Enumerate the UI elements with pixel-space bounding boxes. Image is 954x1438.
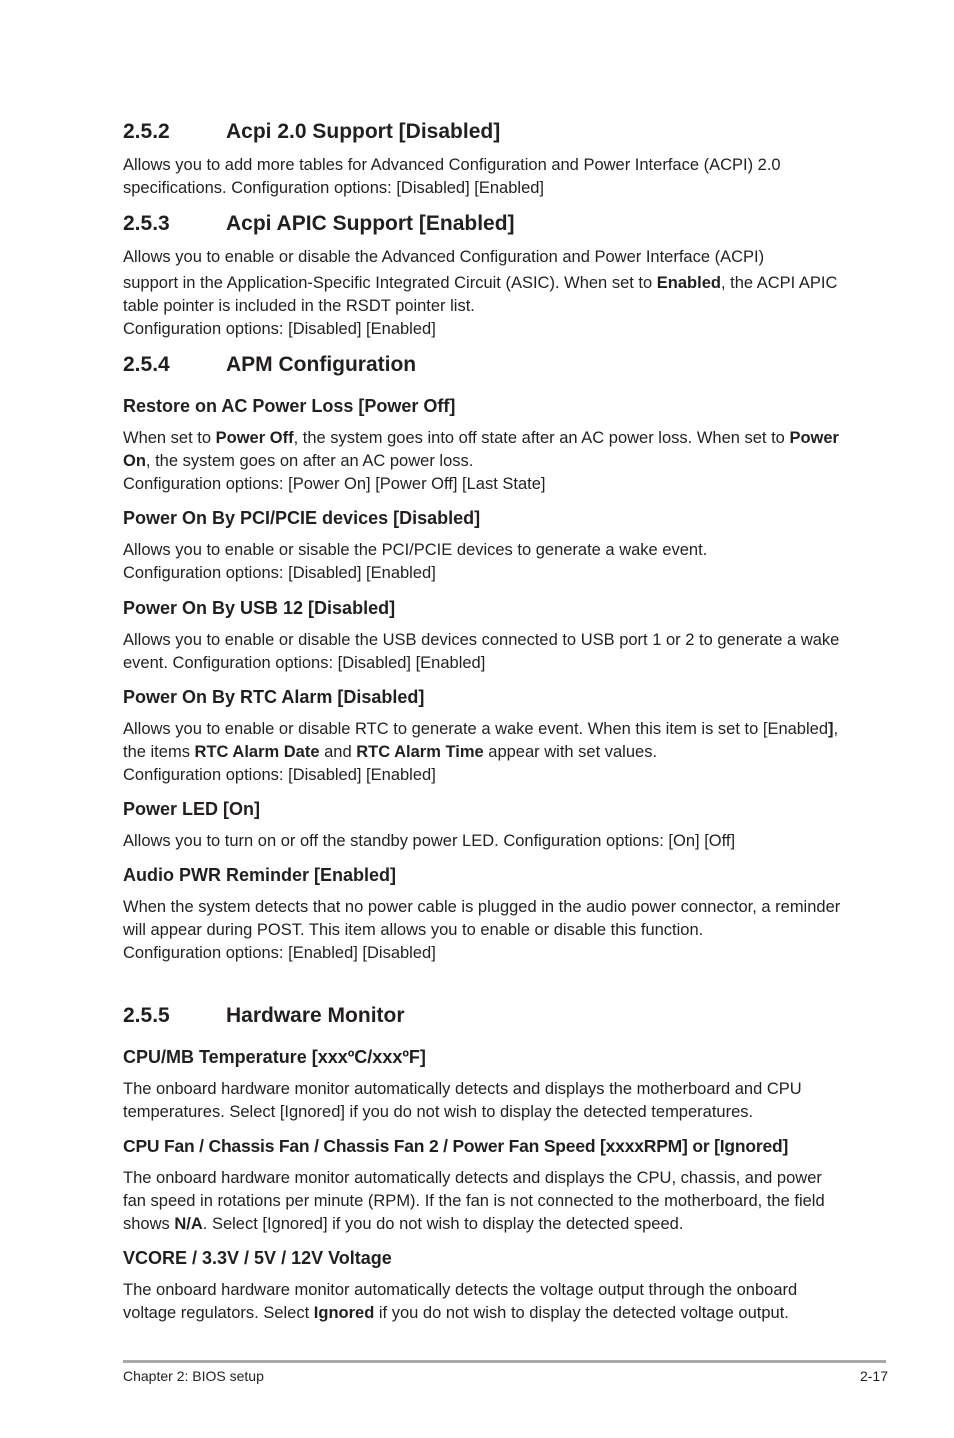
- item-heading-vcore: VCORE / 3.3V / 5V / 12V Voltage: [123, 1248, 392, 1268]
- item-heading-led: Power LED [On]: [123, 799, 261, 819]
- item-heading-rtc: Power On By RTC Alarm [Disabled]: [123, 687, 425, 707]
- paragraph-line: Configuration options: [Disabled] [Enabled]: [123, 766, 436, 784]
- paragraph-line: Configuration options: [Disabled] [Enabled]: [123, 564, 436, 582]
- paragraph-line: Configuration options: [Enabled] [Disabled]: [123, 944, 436, 962]
- paragraph-line: Configuration options: [Disabled] [Enabled]: [123, 320, 436, 338]
- paragraph: Allows you to turn on or off the standby power LED. Configuration options: [On] [Off]: [123, 832, 736, 850]
- paragraph: When the system detects that no power cable is plugged in the audio power connector, a reminder will appear during POST. This item allows you to enable or disable this function.: [123, 898, 841, 939]
- item-heading-usb: Power On By USB 12 [Disabled]: [123, 598, 396, 618]
- item-heading-temp: CPU/MB Temperature [xxxºC/xxxºF]: [123, 1047, 426, 1067]
- section-heading-2-5-4: 2.5.4 APM Configuration: [123, 353, 417, 376]
- paragraph: Allows you to enable or disable the USB devices connected to USB port 1 or 2 to generate a wake event. Configuration options: [Disabled] [Enabled]: [123, 631, 840, 672]
- item-heading-audio: Audio PWR Reminder [Enabled]: [123, 865, 397, 885]
- paragraph: When set to Power Off, the system goes into off state after an AC power loss. When set to Power On, the system goes on after an AC power loss.: [123, 429, 839, 470]
- item-heading-pci: Power On By PCI/PCIE devices [Disabled]: [123, 508, 481, 528]
- paragraph: Allows you to add more tables for Advanced Configuration and Power Interface (ACPI) 2.0 specifications. Configuration options: [Disabled] [Enabled]: [123, 156, 781, 197]
- paragraph-line: Allows you to enable or sisable the PCI/PCIE devices to generate a wake event.: [123, 541, 708, 559]
- paragraph: The onboard hardware monitor automatically detects the voltage output through the onboard voltage regulators. Select Ignored if you do not wish to display the detected voltage output.: [123, 1281, 798, 1322]
- paragraph: Allows you to enable or disable RTC to generate a wake event. When this item is set to [Enabled], the items RTC Alarm Date and RTC Alarm Time appear with set values.: [123, 720, 839, 761]
- paragraph: The onboard hardware monitor automatically detects and displays the motherboard and CPU temperatures. Select [Ignored] if you do not wish to display the detected temperatures.: [123, 1080, 802, 1121]
- item-heading-restore: Restore on AC Power Loss [Power Off]: [123, 396, 456, 416]
- footer-page-number: 2-17: [859, 1368, 888, 1384]
- footer-divider: [123, 1360, 886, 1363]
- footer-chapter: Chapter 2: BIOS setup: [123, 1368, 264, 1384]
- item-heading-fan: CPU Fan / Chassis Fan / Chassis Fan 2 / Power Fan Speed [xxxxRPM] or [Ignored]: [123, 1136, 789, 1156]
- section-heading-2-5-3: 2.5.3 Acpi APIC Support [Enabled]: [123, 212, 515, 235]
- paragraph-line: Configuration options: [Power On] [Power Off] [Last State]: [123, 475, 546, 493]
- paragraph-line: Allows you to enable or disable the Advanced Configuration and Power Interface (ACPI): [123, 248, 765, 266]
- section-heading-2-5-2: 2.5.2 Acpi 2.0 Support [Disabled]: [123, 120, 501, 143]
- paragraph: support in the Application-Specific Integrated Circuit (ASIC). When set to Enabled, the ACPI APIC table pointer is included in the RSDT pointer list.: [123, 274, 838, 315]
- paragraph: The onboard hardware monitor automatically detects and displays the CPU, chassis, and power fan speed in rotations per minute (RPM). If the fan is not connected to the motherboard, the field shows N/A. Select [Ignored] if you do not wish to display the detected speed.: [123, 1169, 825, 1233]
- section-heading-2-5-5: 2.5.5 Hardware Monitor: [123, 1004, 405, 1027]
